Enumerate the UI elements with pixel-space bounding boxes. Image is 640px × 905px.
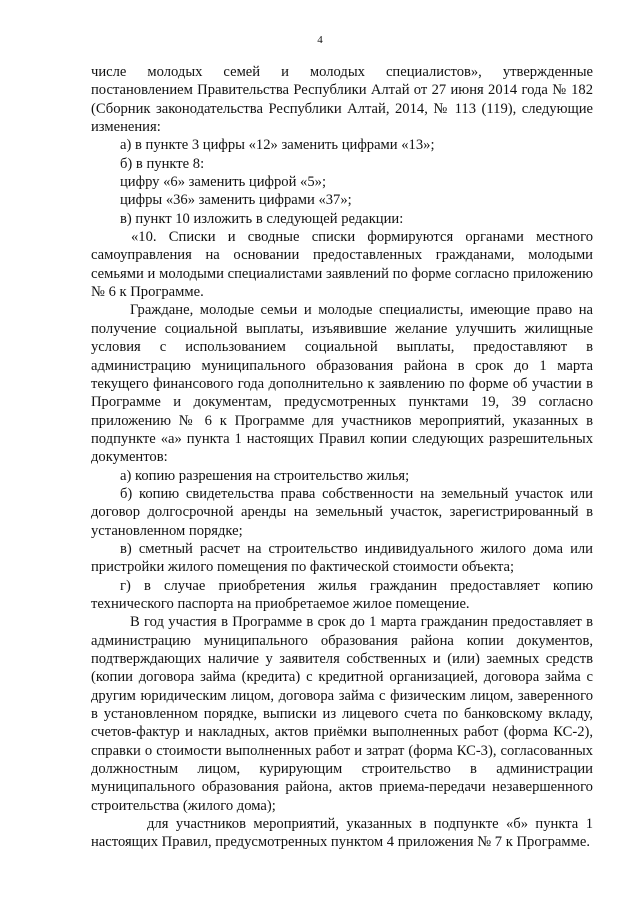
- text-line: г) в случае приобретения жилья гражданин предоставляет копию: [120, 577, 593, 594]
- text-line: «10. Списки и сводные списки формируются органами местного: [131, 229, 593, 246]
- document-item-g: [91, 577, 593, 614]
- text-line: самоуправления на основании предоставленных гражданами, молодыми: [91, 247, 593, 264]
- amendment-item-b: [91, 155, 593, 173]
- text-line: приложению № 6 к Программе.: [91, 265, 593, 301]
- amendment-item-b-2: [91, 191, 593, 209]
- text-line: условия с использованием социальной выплаты, предоставляют в: [91, 339, 593, 356]
- text-line: текущего финансового года дополнительно к заявлению по форме об участии: [91, 375, 582, 392]
- text-line: № 182 (Сборник законодательства Республики Алтай, 2014, № 113 (119),: [91, 82, 593, 117]
- text-line: другим юридическим лицом, договора займа с физическим лицом,: [91, 687, 514, 704]
- document-body: [91, 63, 593, 852]
- text-line: разрешительных документов:: [91, 430, 593, 466]
- text-line: б) в пункте 8:: [120, 155, 205, 172]
- text-line: Программе.: [516, 834, 590, 851]
- text-line: подтверждающих наличие у заявителя собственных и (или) заемных средств: [91, 651, 593, 667]
- text-line: следующие изменения:: [91, 100, 593, 136]
- text-line: а) в пункте 3 цифры «12» заменить цифрами «13»;: [120, 137, 435, 154]
- text-line: строительство в администрации муниципального образования района, актов: [91, 761, 593, 796]
- text-line: администрацию муниципального образования района в срок до 1 марта: [91, 357, 593, 374]
- text-line: затрат (форма КС-3), согласованных должностным лицом, курирующим: [91, 742, 593, 778]
- participants-paragraph: [91, 815, 593, 852]
- text-line: (копии договора займа (кредита) с кредитной организацией, договора займа с: [91, 669, 593, 686]
- amendment-item-b-1: [91, 173, 593, 191]
- text-line: семьями и молодыми специалистами заявлений по форме согласно: [91, 265, 510, 282]
- intro-paragraph: [91, 63, 593, 136]
- text-line: в) пункт 10 изложить в следующей редакции:: [120, 210, 404, 227]
- text-line: а) копию разрешения на строительство жилья;: [120, 467, 410, 484]
- citizens-paragraph: [91, 301, 593, 466]
- document-item-b: [91, 485, 593, 540]
- text-line: для участников мероприятий, указанных в подпункте «б» пункта 1: [147, 816, 593, 833]
- amendment-item-v: [91, 210, 593, 228]
- text-line: приема-передачи незавершенного строительства (жилого дома);: [91, 779, 593, 814]
- text-line: постановлением Правительства Республики Алтай от 27 июня 2014 года: [91, 82, 548, 99]
- document-item-v: [91, 540, 593, 577]
- text-line: заверенного в установленном порядке, выписки из лицевого счета по: [91, 687, 593, 723]
- text-line: администрацию муниципального образования района копии документов,: [91, 632, 593, 649]
- text-line: договор долгосрочной аренды на земельный участок, зарегистрированный в: [91, 504, 593, 521]
- text-line: выполненных работ (форма КС-2), справки о стоимости выполненных работ и: [91, 724, 594, 759]
- amendment-item-a: [91, 136, 593, 154]
- text-line: банковскому вкладу, счетов-фактур и накладных, актов приёмки: [91, 706, 594, 741]
- text-line: числе молодых семей и молодых специалистов», утвержденные: [91, 64, 593, 80]
- participation-year-paragraph: [91, 613, 593, 815]
- text-line: приложению № 6 к Программе для участников мероприятий, указанных в: [91, 412, 593, 429]
- text-line: цифры «36» заменить цифрами «37»;: [120, 192, 352, 209]
- clause-10-paragraph: [91, 228, 593, 301]
- text-line: в) сметный расчет на строительство индивидуального жилого дома или: [120, 540, 593, 557]
- text-line: подпункте «а» пункта 1 настоящих Правил копии следующих: [91, 430, 484, 447]
- text-line: пристройки жилого помещения по фактической стоимости объекта;: [91, 559, 515, 576]
- text-line: в Программе и документам, предусмотренных пунктами 19, 39 согласно: [91, 375, 593, 411]
- text-line: получение социальной выплаты, изъявившие желание улучшить жилищные: [91, 320, 593, 337]
- text-line: Граждане, молодые семьи и молодые специалисты, имеющие право на: [130, 302, 593, 319]
- text-line: технического паспорта на приобретаемое жилое помещение.: [91, 595, 470, 612]
- text-line: установленном порядке;: [91, 522, 243, 539]
- page-number: 4: [317, 34, 323, 46]
- text-line: цифру «6» заменить цифрой «5»;: [120, 174, 326, 191]
- text-line: В год участия в Программе в срок до 1 марта гражданин предоставляет в: [130, 614, 593, 631]
- text-line: б) копию свидетельства права собственности на земельный участок или: [120, 485, 593, 502]
- document-item-a: [91, 467, 593, 485]
- text-line: настоящих Правил, предусмотренных пунктом 4 приложения № 7 к: [91, 834, 513, 851]
